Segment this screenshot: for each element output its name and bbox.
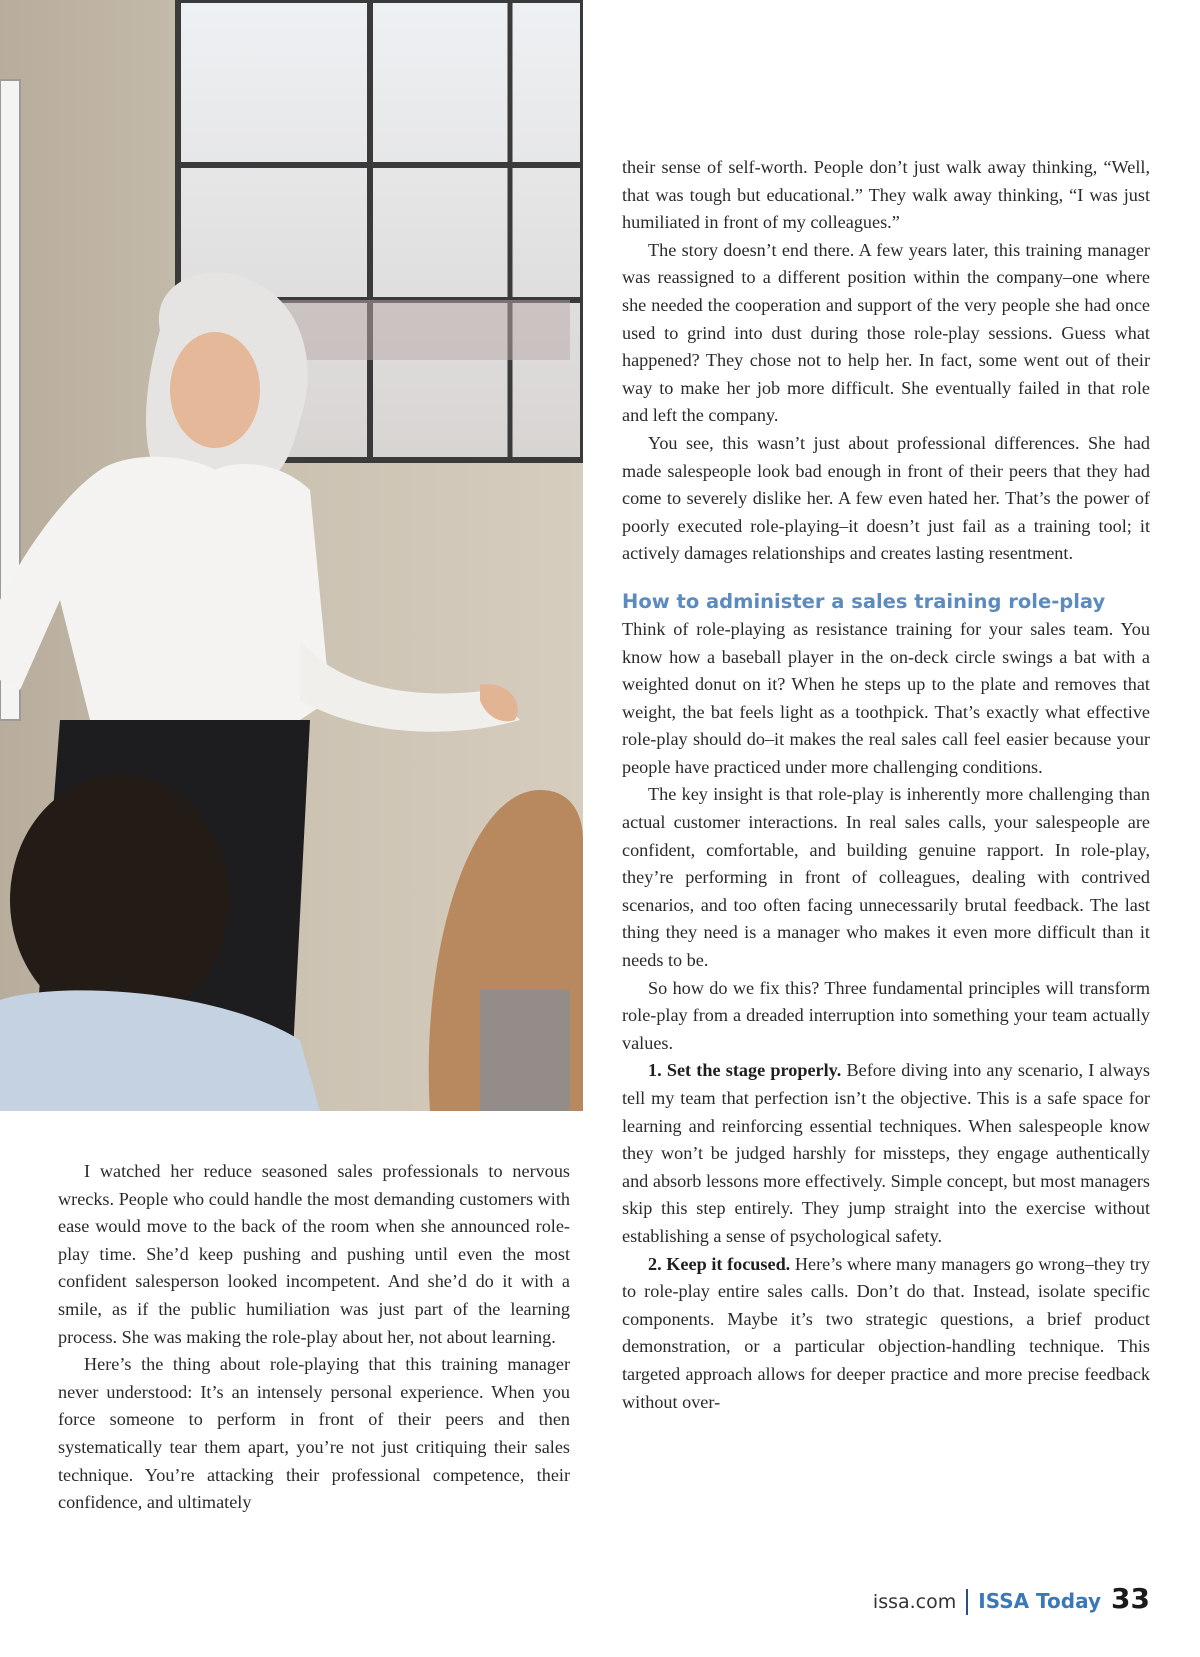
right-column bbox=[622, 154, 1150, 1416]
principle-text: Before diving into any scenario, I always tell my team that perfection isn’t the objective. This is a safe space for learning and reinforcing essential techniques. When salespeople know they won’t be judged harshly for missteps, they engage authentically and absorb lessons more effectively. Simple concept, but most managers skip this step entirely. They jump straight into the exercise without establishing a sense of psychological safety. bbox=[622, 1060, 1150, 1246]
principle-paragraph bbox=[622, 1057, 1150, 1250]
footer-site: issa.com bbox=[872, 1591, 957, 1613]
footer-magazine: ISSA Today bbox=[978, 1589, 1102, 1613]
paragraph: Here’s the thing about role-playing that this training manager never understood: It’s an intensely personal experience. When you force someone to perform in front of their peers and then systematically tear them apart, you’re not just critiquing their sales technique. You’re attacking their professional competence, their confidence, and ultimately bbox=[58, 1354, 570, 1513]
presenter-illustration bbox=[0, 0, 583, 1111]
audience-head-left bbox=[10, 775, 230, 1025]
section-heading: How to administer a sales training role-play bbox=[622, 589, 1106, 613]
paragraph: So how do we fix this? Three fundamental principles will transform role-play from a dreaded interruption into something your team actually values. bbox=[622, 977, 1150, 1053]
principle-title: 1. Set the stage properly. bbox=[648, 1060, 842, 1081]
principle-title: 2. Keep it focused. bbox=[648, 1253, 791, 1274]
paragraph: I watched her reduce seasoned sales professionals to nervous wrecks. People who could handle the most demanding customers with ease would move to the back of the room when she announced role-play time. She’d keep pushing and pushing until even the most confident salesperson looked incompetent. And she’d do it with a smile, as if the public humiliation was just part of the learning process. She was making the role-play about her, not about learning. bbox=[58, 1161, 570, 1347]
paragraph: The story doesn’t end there. A few years later, this training manager was reassigned to a different position within the company–one where she needed the cooperation and support of the very people she had once used to grind into dust during those role-play sessions. Guess what happened? They chose not to help her. In fact, some went out of their way to make her job more difficult. She eventually failed in that role and left the company. bbox=[622, 239, 1150, 426]
left-column bbox=[58, 1158, 570, 1517]
hero-photo bbox=[0, 0, 583, 1111]
page-footer bbox=[873, 1582, 1150, 1622]
principle-paragraph bbox=[622, 1251, 1150, 1417]
paragraph: The key insight is that role-play is inherently more challenging than actual customer interactions. In real sales calls, your salespeople are confident, comfortable, and building genuine rapport. In role-play, they’re performing in front of colleagues, dealing with contrived scenarios, and too often facing unnecessarily brutal feedback. The last thing they need is a manager who makes it even more difficult than it needs to be. bbox=[622, 784, 1150, 971]
presenter-face bbox=[170, 332, 260, 448]
paragraph: Think of role-playing as resistance training for your sales team. You know how a baseball player in the on-deck circle swings a bat with a weighted donut on it? When he steps up to the plate and removes that weight, the bat feels light as a toothpick. That’s exactly what effective role-play should do–it makes the real sales call feel easier because your people have practiced under more challenging conditions. bbox=[622, 618, 1150, 777]
page-number: 33 bbox=[1111, 1582, 1150, 1615]
footer-divider bbox=[966, 1589, 968, 1615]
paragraph: You see, this wasn’t just about professional differences. She had made salespeople look bad enough in front of their peers that they had come to severely dislike her. A few even hated her. That’s the power of poorly executed role-playing–it doesn’t just fail as a training tool; it actively damages relationships and creates lasting resentment. bbox=[622, 432, 1150, 564]
principle-text: Here’s where many managers go wrong–they try to role-play entire sales calls. Don’t do that. Instead, isolate specific components. Maybe it’s two strategic questions, a brief product demonstration, or a particular objection-handling technique. This targeted approach allows for deeper practice and more precise feedback without over- bbox=[622, 1253, 1150, 1412]
paragraph: their sense of self-worth. People don’t just walk away thinking, “Well, that was tough but educational.” They walk away thinking, “I was just humiliated in front of my colleagues.” bbox=[622, 157, 1150, 233]
